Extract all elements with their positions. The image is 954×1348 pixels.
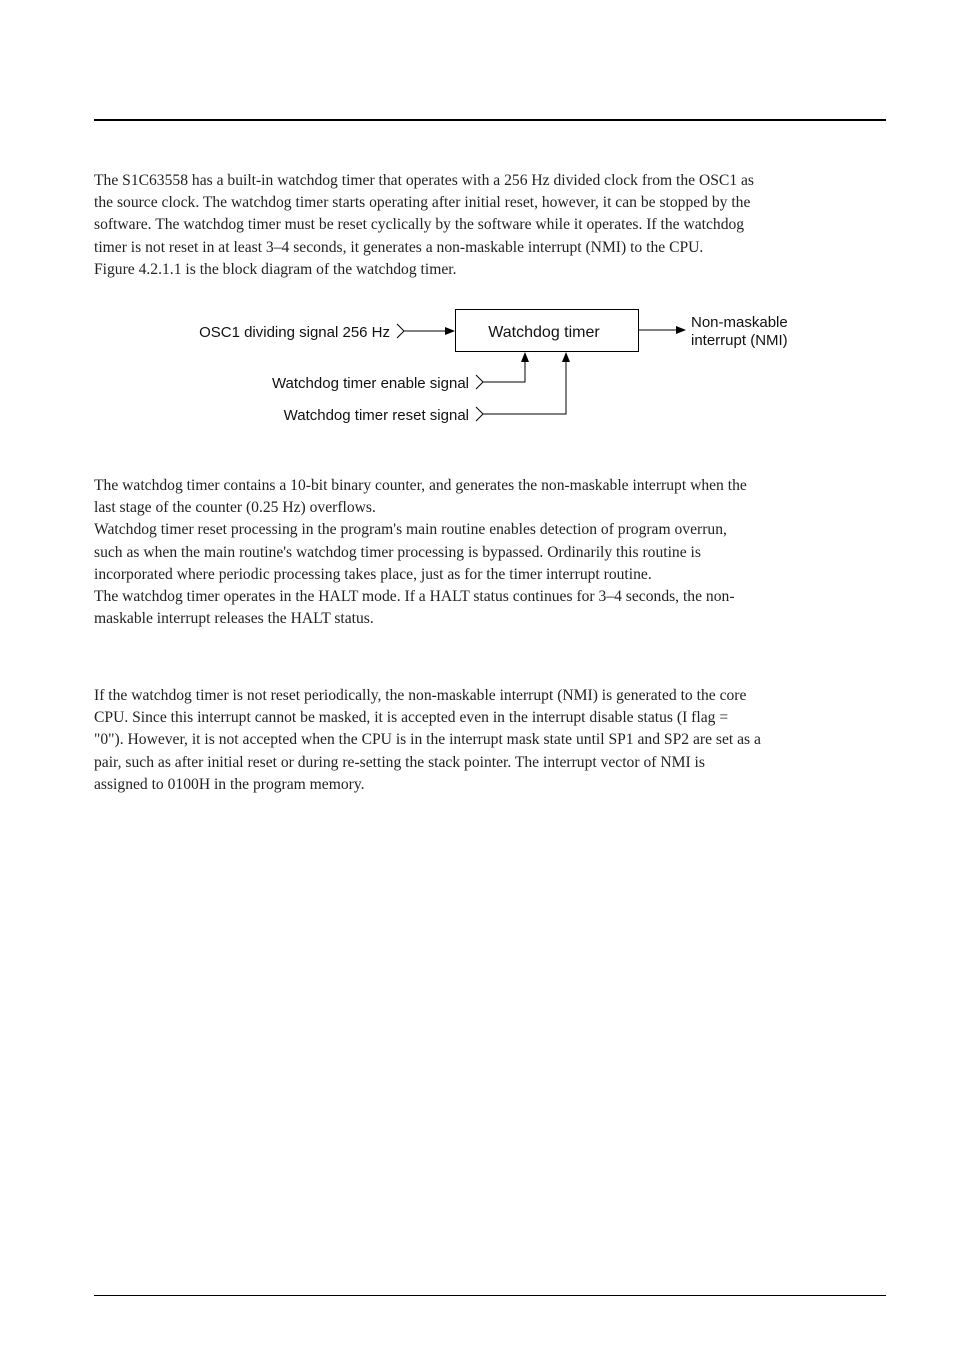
reset-signal-label: Watchdog timer reset signal <box>283 407 469 424</box>
intro-line: the source clock. The watchdog timer starts operating after initial reset, however, it can be stopped by the <box>94 194 751 212</box>
watchdog-timer-block-label: Watchdog timer <box>488 324 600 341</box>
intro-line: The S1C63558 has a built-in watchdog timer that operates with a 256 Hz divided clock from the OSC1 as <box>94 172 755 189</box>
description-line: The watchdog timer contains a 10-bit binary counter, and generates the non-maskable interrupt when the <box>94 477 747 494</box>
nmi-line: pair, such as after initial reset or during re-setting the stack pointer. The interrupt vector of NMI is <box>94 753 705 771</box>
enable-terminal-icon <box>476 375 483 389</box>
nmi-output-label-line1: Non-maskable <box>691 314 788 331</box>
enable-signal-label: Watchdog timer enable signal <box>271 375 469 392</box>
watchdog-block-diagram <box>0 0 954 440</box>
description-line: last stage of the counter (0.25 Hz) overflows. <box>94 499 376 517</box>
osc1-signal-label: OSC1 dividing signal 256 Hz <box>199 324 390 341</box>
description-line: such as when the main routine's watchdog timer processing is bypassed. Ordinarily this routine is <box>94 543 701 561</box>
nmi-paragraph <box>94 685 894 796</box>
description-line: The watchdog timer operates in the HALT mode. If a HALT status continues for 3–4 seconds, the non- <box>94 588 735 606</box>
description-line: maskable interrupt releases the HALT status. <box>94 610 374 628</box>
intro-line: timer is not reset in at least 3–4 seconds, it generates a non-maskable interrupt (NMI) to the CPU. <box>94 238 704 256</box>
intro-line: Figure 4.2.1.1 is the block diagram of the watchdog timer. <box>94 260 457 278</box>
enable-arrow <box>483 353 525 382</box>
nmi-line: assigned to 0100H in the program memory. <box>94 775 365 793</box>
reset-terminal-icon <box>476 407 483 421</box>
description-line: Watchdog timer reset processing in the program's main routine enables detection of program overrun, <box>94 521 727 539</box>
description-line: incorporated where periodic processing takes place, just as for the timer interrupt routine. <box>94 565 652 583</box>
nmi-line: "0"). However, it is not accepted when the CPU is in the interrupt mask state until SP1 and SP2 are set as a <box>94 731 761 749</box>
nmi-line: If the watchdog timer is not reset periodically, the non-maskable interrupt (NMI) is generated to the core <box>94 687 747 704</box>
nmi-output-label-line2: interrupt (NMI) <box>691 332 788 349</box>
nmi-line: CPU. Since this interrupt cannot be masked, it is accepted even in the interrupt disable status (I flag = <box>94 709 729 727</box>
description-paragraph <box>94 475 894 630</box>
osc1-terminal-icon <box>397 324 404 338</box>
intro-line: software. The watchdog timer must be reset cyclically by the software while it operates. If the watchdog <box>94 216 745 234</box>
footer-rule <box>94 1295 886 1296</box>
